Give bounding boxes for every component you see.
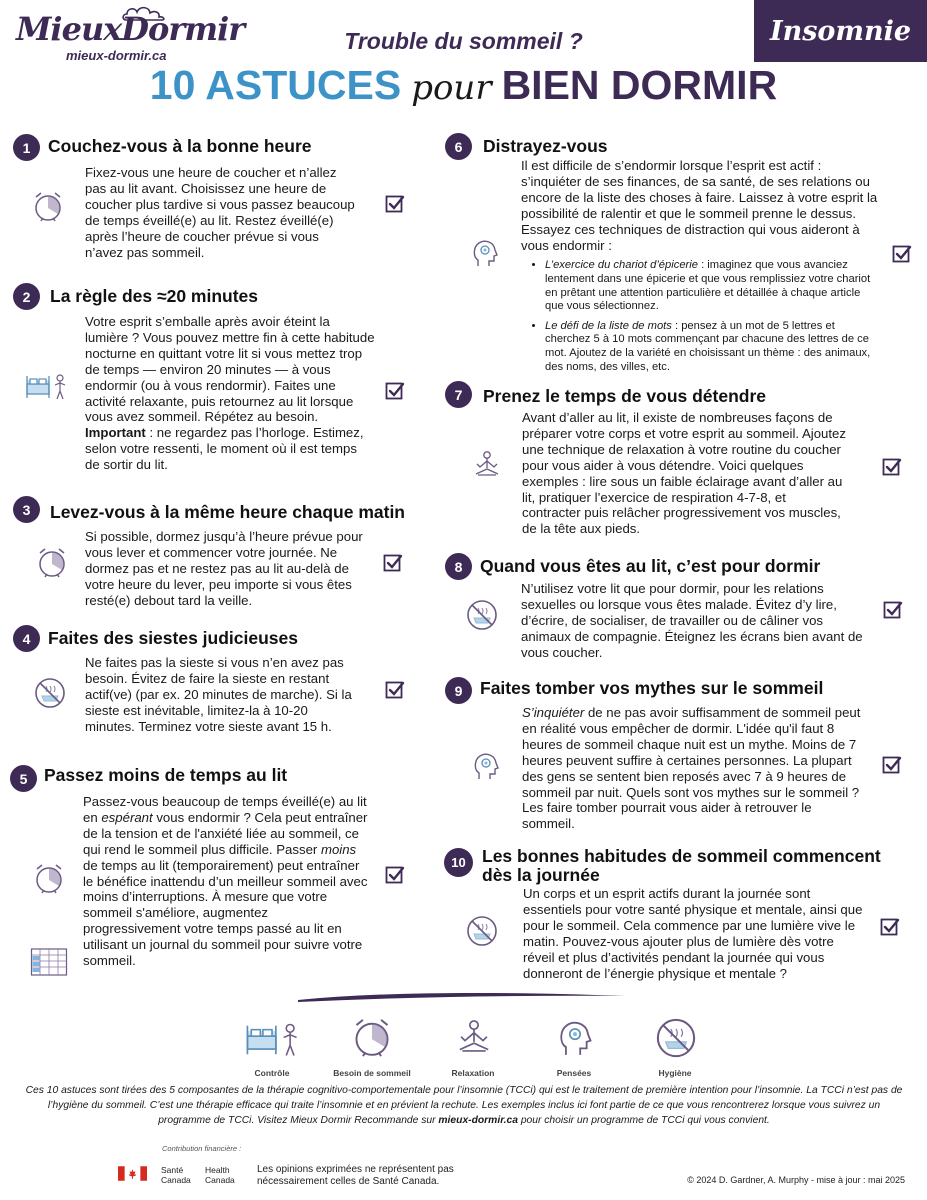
tip-number-badge: 10 — [444, 848, 473, 877]
contribution-label: Contribution financière : — [162, 1144, 242, 1153]
hygiene-icon — [654, 1016, 698, 1060]
tip-body-text: vous endormir ? Cela peut entraîner de la tension et de l'anxiété liée au sommeil, ce qui rend le sommeil plus difficile. Passer — [83, 809, 368, 857]
tip-body-text: Votre esprit s’emballe après avoir éteint la lumière ? Vous pouvez mettre fin à cette habitude nocturne en quittant votre lit si vous mettez trop de temps — environ 20 minutes — à vous endormir (ou à vous rendormir). Faites une activité relaxante, puis retournez au lit lorsque vous avez sommeil. Répétez au besoin. — [85, 314, 375, 425]
tip-body-text: Passez-vous beaucoup de temps éveillé(e) au lit en — [83, 794, 367, 825]
tip-number-badge: 1 — [13, 134, 40, 161]
tip-body-text: Il est difficile de s’endormir lorsque l’esprit est actif : s’inquiéter de ses finances, de sa santé, de ses relations ou encore de la liste des choses à faire. Laissez à votre esprit la possibilité de ralentir et que le sommeil prenne le dessus. Essayez ces techniques de distraction qui vous aideront à vous endormir : — [521, 158, 878, 253]
tip-title: Quand vous êtes au lit, c’est pour dormir — [480, 556, 821, 576]
checkbox-checked-icon[interactable] — [383, 553, 403, 573]
tip-title: Faites tomber vos mythes sur le sommeil — [480, 678, 824, 698]
tip-number-badge: 3 — [13, 496, 40, 523]
checkbox-checked-icon[interactable] — [883, 600, 903, 620]
tip-number-badge: 5 — [10, 765, 37, 792]
thoughts-head-icon — [468, 236, 502, 270]
tip-title: Les bonnes habitudes de sommeil commencent dès la journée — [482, 846, 881, 885]
no-nap-icon — [33, 676, 67, 710]
tip-body-text: de temps au lit (temporairement) peut entraîner le bénéfice inattendu d’un meilleur sommeil avec moins d’interruptions. À mesure que votre sommeil s'améliore, augmentez progressivement votre temps passé au lit en utilisant un journal du sommeil pour suivre votre sommeil. — [83, 857, 368, 969]
tip-body-text: de ne pas avoir suffisamment de sommeil peut en réalité vous empêcher de dormir. L'idée qu'il faut 8 heures de sommeil chaque nuit est un mythe. Moins de 7 heures peuvent suffire à certaines personnes. La plupart des gens se sentent bien reposés avec 7 à 9 heures de sommeil par nuit. Quels sont vos mythes sur le sommeil ? Les faire tomber pourrait vous aider à retrouver le sommeil. — [522, 705, 861, 832]
clock-icon — [35, 546, 69, 580]
title-part-3: BIEN DORMIR — [501, 62, 778, 108]
category-label: Relaxation — [451, 1068, 495, 1078]
copyright: © 2024 D. Gardner, A. Murphy - mise à jour : mai 2025 — [687, 1175, 905, 1185]
checkbox-checked-icon[interactable] — [882, 457, 902, 477]
logo-url[interactable]: mieux-dormir.ca — [66, 48, 167, 63]
checkbox-checked-icon[interactable] — [385, 865, 405, 885]
list-item-text: : imaginez que vous avanciez lentement dans une épicerie et que vous remplissiez votre chariot en prêtant une attention particulière et détaillée à chaque article que vous sélectionnez. — [545, 259, 871, 313]
checkbox-checked-icon[interactable] — [892, 244, 912, 264]
checkbox-checked-icon[interactable] — [385, 680, 405, 700]
logo: MieuxDormir — [16, 10, 245, 48]
category-label: Hygiène — [658, 1068, 692, 1078]
list-item-text: : pensez à un mot de 5 lettres et cherchez 5 à 10 mots commençant par chacune des lettres de ce mot. Ajoutez de la variété en choisissant un thème : des animaux, des noms, des villes, etc. — [545, 319, 871, 373]
tip-title: Levez-vous à la même heure chaque matin — [50, 502, 405, 522]
sleep-diary-icon — [30, 947, 68, 977]
tip-number-badge: 7 — [445, 381, 472, 408]
thoughts-head-icon — [469, 749, 503, 783]
tip-number-badge: 4 — [13, 625, 40, 652]
cloud-icon — [122, 4, 174, 22]
page-title — [0, 62, 927, 109]
tip-body-bold: Important — [85, 425, 146, 441]
footnote-link[interactable]: mieux-dormir.ca — [438, 1115, 518, 1126]
tip-number-badge: 9 — [445, 677, 472, 704]
list-item-title: Le défi de la liste de mots — [545, 319, 672, 332]
tip-body — [522, 705, 862, 832]
page-subtitle: Trouble du sommeil ? — [344, 28, 583, 54]
title-part-1: 10 ASTUCES — [149, 62, 402, 108]
tip-body — [85, 314, 375, 473]
tip-number-badge: 2 — [13, 283, 40, 310]
footnote-text: Ces 10 astuces sont tirées des 5 composantes de la thérapie cognitivo-comportementale pour l’insomnie (TCCi) qui est le traitement de première intention pour l’insomnie. La TCCi n’est pas de l’hygiène du sommeil. C’est une thérapie efficace qui traite l’insomnie et en prévient la rechute. Les exemples inclus ici font partie de ce que vous rencontrerez lorsque vous suivrez un programme de TCCi. Visitez Mieux Dormir Recommande sur — [25, 1085, 903, 1126]
list-item-title: L’exercice du chariot d’épicerie — [545, 259, 698, 272]
tip-body: Fixez-vous une heure de coucher et n’allez pas au lit avant. Choisissez une heure de coucher plus tardive si vous passez beaucoup de temps éveillé(e) au lit. Restez éveillé(e) après l’heure de coucher prévue si vous n’avez pas sommeil. — [85, 165, 355, 260]
tip-body: Un corps et un esprit actifs durant la journée sont essentiels pour votre santé physique et mentale, ainsi que pour le sommeil. Cela commence par une lumière vive le matin. Pouvez-vous ajouter plus de lumière dès votre réveil et plus d’activités pendant la journée qui vous donneront de l’énergie physique et mentale ? — [523, 886, 863, 981]
clock-icon — [31, 190, 65, 224]
footnote-text: pour choisir un programme de TCCi qui vous convient. — [517, 1115, 770, 1126]
health-canada-en-line: Canada — [205, 1175, 235, 1185]
tip-title: Couchez-vous à la bonne heure — [48, 136, 312, 156]
tip-body: Ne faites pas la sieste si vous n’en avez pas besoin. Évitez de faire la sieste en restant actif(ve) (par ex. 20 minutes de marche). Si la sieste est inévitable, limitez-la à 10-20 minutes. Terminez votre sieste avant 15 h. — [85, 655, 352, 734]
tip-body — [83, 794, 368, 969]
disclaimer-line: Les opinions exprimées ne représentent pas — [257, 1164, 454, 1175]
relaxation-icon — [470, 448, 504, 482]
category-label: Besoin de sommeil — [333, 1068, 411, 1078]
tip-title: La règle des ≈20 minutes — [50, 286, 259, 306]
divider-swoosh — [296, 990, 636, 1004]
health-canada-en-line: Health — [205, 1165, 230, 1175]
checkbox-checked-icon[interactable] — [385, 381, 405, 401]
sleep-need-icon — [350, 1016, 394, 1060]
tip-body-italic: S’inquiéter — [522, 705, 585, 720]
control-icon — [238, 1018, 306, 1062]
health-canada-en — [205, 1165, 235, 1185]
thoughts-icon — [553, 1016, 597, 1060]
footnote — [24, 1083, 904, 1128]
tip-title: Passez moins de temps au lit — [44, 765, 288, 785]
bed-person-icon — [24, 370, 68, 404]
tip-body: N’utilisez votre lit que pour dormir, pour les relations sexuelles ou lorsque vous êtes malade. Évitez d’y lire, d’écrire, de socialiser, de travailler ou de câliner vos animaux de compagnie. Éteignez les écrans bien avant de vous coucher. — [521, 581, 863, 660]
tip-title: Faites des siestes judicieuses — [48, 628, 298, 648]
list-item — [545, 259, 881, 313]
relaxation-icon — [452, 1016, 496, 1060]
title-part-2: pour — [411, 68, 492, 108]
tip-body-italic: espérant — [101, 809, 153, 825]
canada-flag-icon — [118, 1166, 147, 1181]
tip-body: Si possible, dormez jusqu’à l’heure prévue pour vous lever et commencer votre journée. Ne dormez pas et ne restez pas au lit au-delà de votre heure du lever, peu importe si vous êtes resté(e) debout tard la veille. — [85, 529, 363, 608]
disclaimer — [257, 1164, 454, 1188]
distraction-list — [545, 259, 881, 374]
checkbox-checked-icon[interactable] — [882, 755, 902, 775]
tip-title: Distrayez-vous — [483, 136, 608, 156]
tip-number-badge: 6 — [445, 133, 472, 160]
no-bed-activity-icon — [465, 598, 499, 632]
tip-body — [521, 158, 881, 380]
tip-body-text: : ne regardez pas l’horloge. Estimez, selon votre ressenti, le moment où il est temps de sortir du lit. — [85, 425, 364, 473]
sante-canada-fr — [161, 1165, 191, 1185]
topic-tag: Insomnie — [754, 0, 927, 62]
tip-body: Avant d’aller au lit, il existe de nombreuses façons de préparer votre corps et votre esprit au sommeil. Ajoutez une technique de relaxation à votre routine du coucher pour vous aider à vous détendre. Voici quelques exemples : lire sous un faible éclairage avant d’aller au lit, pratiquer l’exercice de respiration 4-7-8, et contracter puis relâcher progressivement vos muscles, de la tête aux pieds. — [522, 410, 846, 537]
disclaimer-line: nécessairement celles de Santé Canada. — [257, 1176, 440, 1187]
checkbox-checked-icon[interactable] — [880, 917, 900, 937]
tip-title: Prenez le temps de vous détendre — [483, 386, 767, 406]
list-item — [545, 320, 881, 374]
category-label: Contrôle — [254, 1068, 290, 1078]
tip-body-italic: moins — [320, 841, 357, 857]
checkbox-checked-icon[interactable] — [385, 194, 405, 214]
sante-canada-fr-line: Santé — [161, 1165, 184, 1175]
daytime-habits-icon — [465, 914, 499, 948]
sante-canada-fr-line: Canada — [161, 1175, 191, 1185]
clock-icon — [32, 862, 66, 896]
tip-number-badge: 8 — [445, 553, 472, 580]
category-label: Pensées — [556, 1068, 592, 1078]
